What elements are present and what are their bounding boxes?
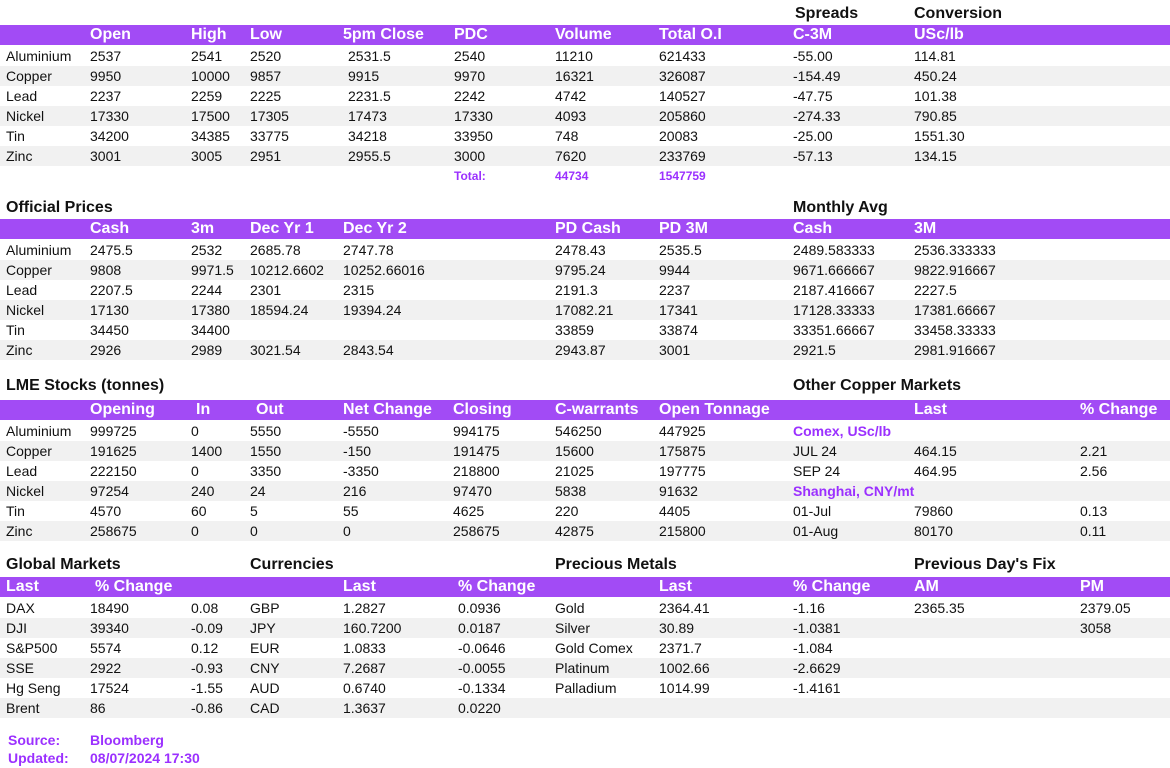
spreads-title: Spreads xyxy=(795,5,859,22)
market-subheading: Shanghai, CNY/mt xyxy=(793,483,915,499)
futures-cell: 3005 xyxy=(191,148,223,164)
official-cell: 2532 xyxy=(191,242,223,258)
stocks-cell: 999725 xyxy=(90,423,137,439)
futures-cell: 2955.5 xyxy=(348,148,391,164)
index-last: 5574 xyxy=(90,640,122,656)
official-cell: 2478.43 xyxy=(555,242,606,258)
futures-cell: -57.13 xyxy=(793,148,833,164)
stocks-cell: 197775 xyxy=(659,463,706,479)
metal-name: Copper xyxy=(6,443,52,459)
futures-cell: 2520 xyxy=(250,48,282,64)
futures-cell: 2531.5 xyxy=(348,48,391,64)
official-col-header: Cash xyxy=(90,220,130,237)
currency-last: 1.0833 xyxy=(343,640,386,656)
currency-change: -0.0055 xyxy=(458,660,506,676)
official-cell: 9671.666667 xyxy=(793,262,875,278)
official-col-header: 3M xyxy=(914,220,937,237)
futures-cell: 2951 xyxy=(250,148,282,164)
stocks-cell: 218800 xyxy=(453,463,500,479)
stocks-col-header: In xyxy=(196,401,211,418)
lme-stocks-title: LME Stocks (tonnes) xyxy=(6,377,165,394)
index-change: 0.12 xyxy=(191,640,219,656)
metal-name: Zinc xyxy=(6,148,33,164)
stocks-cell: 60 xyxy=(191,503,207,519)
stocks-cell: 0 xyxy=(191,463,199,479)
futures-cell: 233769 xyxy=(659,148,706,164)
precious-metal-change: -1.0381 xyxy=(793,620,841,636)
currency-code: EUR xyxy=(250,640,280,656)
updated-value: 08/07/2024 17:30 xyxy=(90,750,200,766)
stocks-cell: 240 xyxy=(191,483,215,499)
official-cell: 33458.33333 xyxy=(914,322,996,338)
official-cell: 33859 xyxy=(555,322,594,338)
futures-cell: 9915 xyxy=(348,68,380,84)
stocks-cell: 4405 xyxy=(659,503,691,519)
stocks-cell: 15600 xyxy=(555,443,594,459)
stocks-cell: 258675 xyxy=(453,523,500,539)
futures-cell: 17330 xyxy=(454,108,493,124)
metal-name: Tin xyxy=(6,322,25,338)
official-prices-title: Official Prices xyxy=(6,199,113,216)
futures-cell: 140527 xyxy=(659,88,706,104)
global-section-title: Global Markets xyxy=(6,556,121,573)
precious-metal-change: -1.16 xyxy=(793,600,825,616)
futures-col-header: 5pm Close xyxy=(343,26,424,43)
official-cell: 9822.916667 xyxy=(914,262,996,278)
fix-pm: 3058 xyxy=(1080,620,1112,636)
global-col-header: Last xyxy=(343,578,376,595)
index-change: -0.09 xyxy=(191,620,223,636)
futures-cell: -274.33 xyxy=(793,108,841,124)
copper-change: 2.21 xyxy=(1080,443,1108,459)
futures-col-header: Open xyxy=(90,26,131,43)
futures-cell: 114.81 xyxy=(914,48,956,64)
stocks-cell: 222150 xyxy=(90,463,137,479)
copper-last: 80170 xyxy=(914,523,953,539)
futures-cell: 101.38 xyxy=(914,88,957,104)
updated-label: Updated: xyxy=(8,750,69,766)
official-cell: 2926 xyxy=(90,342,122,358)
index-name: Brent xyxy=(6,700,40,716)
futures-col-header: Total O.I xyxy=(659,26,722,43)
stocks-cell: 42875 xyxy=(555,523,594,539)
stocks-cell: 55 xyxy=(343,503,359,519)
futures-cell: 1551.30 xyxy=(914,128,965,144)
global-col-header: Last xyxy=(659,578,692,595)
stocks-cell: -5550 xyxy=(343,423,379,439)
precious-metal-last: 30.89 xyxy=(659,620,695,636)
currency-change: 0.0220 xyxy=(458,700,501,716)
currency-last: 0.6740 xyxy=(343,680,386,696)
official-cell: 34400 xyxy=(191,322,230,338)
copper-change: 0.13 xyxy=(1080,503,1108,519)
stocks-cell: 1550 xyxy=(250,443,282,459)
official-cell: 2489.583333 xyxy=(793,242,875,258)
stocks-header xyxy=(0,400,1170,420)
market-subheading: Comex, USc/lb xyxy=(793,423,892,439)
official-cell: 2244 xyxy=(191,282,223,298)
futures-cell: 9857 xyxy=(250,68,282,84)
global-col-header: AM xyxy=(914,578,939,595)
official-cell: 2989 xyxy=(191,342,223,358)
futures-cell: 9950 xyxy=(90,68,122,84)
official-cell: 2191.3 xyxy=(555,282,598,298)
official-cell: 9808 xyxy=(90,262,122,278)
official-cell: 17082.21 xyxy=(555,302,614,318)
official-cell: 3001 xyxy=(659,342,691,358)
official-cell: 18594.24 xyxy=(250,302,309,318)
fix-pm: 2379.05 xyxy=(1080,600,1131,616)
futures-cell: 3000 xyxy=(454,148,486,164)
futures-cell: 450.24 xyxy=(914,68,957,84)
stocks-col-header: Open Tonnage xyxy=(659,401,770,418)
futures-cell: 17500 xyxy=(191,108,230,124)
stocks-cell: 4625 xyxy=(453,503,485,519)
stocks-cell: 216 xyxy=(343,483,367,499)
futures-cell: 2541 xyxy=(191,48,223,64)
index-name: SSE xyxy=(6,660,35,676)
official-cell: 2981.916667 xyxy=(914,342,996,358)
index-change: -1.55 xyxy=(191,680,223,696)
official-cell: 9971.5 xyxy=(191,262,234,278)
index-last: 39340 xyxy=(90,620,129,636)
currency-last: 7.2687 xyxy=(343,660,386,676)
official-cell: 34450 xyxy=(90,322,129,338)
futures-cell: 10000 xyxy=(191,68,230,84)
row-band xyxy=(0,698,1170,718)
metal-name: Copper xyxy=(6,262,52,278)
stocks-cell: 97470 xyxy=(453,483,492,499)
stocks-cell: 994175 xyxy=(453,423,500,439)
currency-code: CNY xyxy=(250,660,280,676)
contract-label: SEP 24 xyxy=(793,463,841,479)
currency-change: 0.0936 xyxy=(458,600,501,616)
futures-cell: -154.49 xyxy=(793,68,841,84)
official-cell: 33351.66667 xyxy=(793,322,875,338)
stocks-cell: 546250 xyxy=(555,423,602,439)
futures-col-header: PDC xyxy=(454,26,488,43)
stocks-cell: 0 xyxy=(191,523,199,539)
stocks-cell: 0 xyxy=(250,523,258,539)
monthly-avg-title: Monthly Avg xyxy=(793,199,888,216)
official-cell: 2237 xyxy=(659,282,691,298)
official-header xyxy=(0,219,1170,239)
official-cell: 2227.5 xyxy=(914,282,957,298)
official-cell: 2921.5 xyxy=(793,342,836,358)
currency-code: CAD xyxy=(250,700,280,716)
total-open-interest: 1547759 xyxy=(659,169,706,183)
official-cell: 17381.66667 xyxy=(914,302,996,318)
conversion-title: Conversion xyxy=(914,5,1003,22)
copper-change: 0.11 xyxy=(1080,523,1107,539)
metal-name: Nickel xyxy=(6,302,45,318)
stocks-cell: -3350 xyxy=(343,463,379,479)
global-col-header: % Change xyxy=(458,578,536,595)
index-last: 86 xyxy=(90,700,106,716)
stocks-cell: 97254 xyxy=(90,483,129,499)
currency-code: AUD xyxy=(250,680,280,696)
stocks-cell: 5 xyxy=(250,503,258,519)
index-name: S&P500 xyxy=(6,640,58,656)
stocks-cell: 24 xyxy=(250,483,266,499)
copper-last: 464.95 xyxy=(914,463,957,479)
official-col-header: PD 3M xyxy=(659,220,708,237)
official-cell: 2301 xyxy=(250,282,282,298)
metal-name: Tin xyxy=(6,503,25,519)
futures-cell: 17305 xyxy=(250,108,289,124)
futures-cell: 34218 xyxy=(348,128,387,144)
stocks-col-header: Out xyxy=(256,401,284,418)
stocks-col-header: C-warrants xyxy=(555,401,639,418)
precious-metal-last: 1014.99 xyxy=(659,680,710,696)
stocks-cell: 91632 xyxy=(659,483,698,499)
official-cell: 17128.33333 xyxy=(793,302,875,318)
stocks-cell: 5838 xyxy=(555,483,587,499)
official-cell: 17130 xyxy=(90,302,129,318)
futures-cell: 33775 xyxy=(250,128,289,144)
global-section-title: Currencies xyxy=(250,556,334,573)
official-cell: 2685.78 xyxy=(250,242,301,258)
official-cell: 3021.54 xyxy=(250,342,301,358)
metal-name: Tin xyxy=(6,128,25,144)
metal-name: Nickel xyxy=(6,483,45,499)
stocks-cell: -150 xyxy=(343,443,372,459)
futures-cell: 11210 xyxy=(555,48,593,64)
global-section-title: Previous Day's Fix xyxy=(914,556,1056,573)
currency-change: 0.0187 xyxy=(458,620,501,636)
metal-name: Nickel xyxy=(6,108,45,124)
currency-change: -0.0646 xyxy=(458,640,506,656)
precious-metal-name: Palladium xyxy=(555,680,617,696)
futures-cell: 34200 xyxy=(90,128,129,144)
futures-cell: -47.75 xyxy=(793,88,833,104)
metal-name: Lead xyxy=(6,88,38,104)
futures-cell: 33950 xyxy=(454,128,493,144)
contract-label: JUL 24 xyxy=(793,443,837,459)
copper-last: 464.15 xyxy=(914,443,957,459)
index-last: 18490 xyxy=(90,600,129,616)
source-label: Source: xyxy=(8,732,61,748)
metal-name: Aluminium xyxy=(6,423,72,439)
metal-name: Zinc xyxy=(6,523,33,539)
currency-last: 1.3637 xyxy=(343,700,386,716)
index-change: 0.08 xyxy=(191,600,219,616)
official-cell: 2475.5 xyxy=(90,242,133,258)
official-col-header: Dec Yr 2 xyxy=(343,220,407,237)
stocks-cell: 3350 xyxy=(250,463,282,479)
futures-cell: -55.00 xyxy=(793,48,833,64)
stocks-cell: 175875 xyxy=(659,443,706,459)
stocks-cell: 0 xyxy=(343,523,351,539)
official-cell: 2207.5 xyxy=(90,282,133,298)
futures-cell: 9970 xyxy=(454,68,486,84)
futures-cell: 621433 xyxy=(659,48,706,64)
futures-cell: 20083 xyxy=(659,128,698,144)
official-cell: 2187.416667 xyxy=(793,282,875,298)
precious-metal-name: Gold xyxy=(555,600,585,616)
index-change: -0.93 xyxy=(191,660,223,676)
precious-metal-last: 2371.7 xyxy=(659,640,702,656)
futures-cell: 34385 xyxy=(191,128,230,144)
official-cell: 9795.24 xyxy=(555,262,606,278)
currency-last: 160.7200 xyxy=(343,620,402,636)
metal-name: Aluminium xyxy=(6,242,72,258)
official-col-header: Cash xyxy=(793,220,833,237)
currency-code: JPY xyxy=(250,620,276,636)
official-cell: 2535.5 xyxy=(659,242,702,258)
futures-cell: 205860 xyxy=(659,108,706,124)
stocks-cell: 447925 xyxy=(659,423,706,439)
futures-cell: 2231.5 xyxy=(348,88,391,104)
futures-cell: 4093 xyxy=(555,108,587,124)
contract-label: 01-Jul xyxy=(793,503,832,519)
official-cell: 2536.333333 xyxy=(914,242,996,258)
stocks-col-header: Closing xyxy=(453,401,512,418)
futures-col-header: Volume xyxy=(555,26,612,43)
metal-name: Aluminium xyxy=(6,48,72,64)
other-copper-markets-title: Other Copper Markets xyxy=(793,377,962,394)
precious-metal-name: Platinum xyxy=(555,660,610,676)
futures-cell: 4742 xyxy=(555,88,587,104)
futures-cell: 2237 xyxy=(90,88,122,104)
stocks-col-header: Net Change xyxy=(343,401,432,418)
futures-cell: 2259 xyxy=(191,88,223,104)
futures-col-header: C-3M xyxy=(793,26,833,43)
official-cell: 9944 xyxy=(659,262,691,278)
precious-metal-name: Silver xyxy=(555,620,591,636)
official-cell: 17380 xyxy=(191,302,230,318)
futures-col-header: USc/lb xyxy=(914,26,964,43)
currency-last: 1.2827 xyxy=(343,600,386,616)
precious-metal-change: -1.084 xyxy=(793,640,833,656)
futures-cell: 790.85 xyxy=(914,108,957,124)
futures-cell: -25.00 xyxy=(793,128,833,144)
official-cell: 2747.78 xyxy=(343,242,394,258)
official-cell: 10212.6602 xyxy=(250,262,324,278)
total-label: Total: xyxy=(454,169,486,183)
stocks-cell: 0 xyxy=(191,423,199,439)
precious-metal-name: Gold Comex xyxy=(555,640,633,656)
official-cell: 17341 xyxy=(659,302,698,318)
official-col-header: Dec Yr 1 xyxy=(250,220,314,237)
official-col-header: PD Cash xyxy=(555,220,621,237)
precious-metal-last: 1002.66 xyxy=(659,660,710,676)
global-col-header: Last xyxy=(6,578,39,595)
futures-header xyxy=(0,25,1170,45)
futures-cell: 2540 xyxy=(454,48,486,64)
metal-name: Lead xyxy=(6,282,38,298)
index-name: DJI xyxy=(6,620,27,636)
futures-cell: 3001 xyxy=(90,148,122,164)
currency-change: -0.1334 xyxy=(458,680,506,696)
global-col-header: % Change xyxy=(95,578,173,595)
global-col-header: PM xyxy=(1080,578,1104,595)
stocks-cell: 21025 xyxy=(555,463,594,479)
index-change: -0.86 xyxy=(191,700,223,716)
stocks-cell: 4570 xyxy=(90,503,122,519)
stocks-cell: 191625 xyxy=(90,443,137,459)
index-last: 2922 xyxy=(90,660,122,676)
futures-cell: 16321 xyxy=(555,68,594,84)
global-section-title: Precious Metals xyxy=(555,556,677,573)
official-cell: 2315 xyxy=(343,282,375,298)
stocks-cell: 5550 xyxy=(250,423,282,439)
currency-code: GBP xyxy=(250,600,280,616)
stocks-cell: 191475 xyxy=(453,443,500,459)
copper-change: 2.56 xyxy=(1080,463,1108,479)
stocks-cell: 220 xyxy=(555,503,579,519)
index-name: DAX xyxy=(6,600,35,616)
stocks-cell: 258675 xyxy=(90,523,137,539)
futures-cell: 7620 xyxy=(555,148,587,164)
metal-name: Copper xyxy=(6,68,52,84)
official-col-header: 3m xyxy=(191,220,215,237)
copper-last: 79860 xyxy=(914,503,953,519)
stocks-cell: 215800 xyxy=(659,523,706,539)
global-header xyxy=(0,577,1170,597)
futures-cell: 17473 xyxy=(348,108,387,124)
stocks-col-header: Opening xyxy=(90,401,155,418)
index-last: 17524 xyxy=(90,680,129,696)
stocks-col-header: % Change xyxy=(1080,401,1158,418)
futures-cell: 748 xyxy=(555,128,579,144)
futures-cell: 17330 xyxy=(90,108,129,124)
stocks-col-header: Last xyxy=(914,401,947,418)
futures-cell: 134.15 xyxy=(914,148,957,164)
official-cell: 10252.66016 xyxy=(343,262,425,278)
futures-cell: 2537 xyxy=(90,48,122,64)
source-value: Bloomberg xyxy=(90,732,164,748)
futures-cell: 2242 xyxy=(454,88,486,104)
metal-name: Lead xyxy=(6,463,38,479)
futures-cell: 2225 xyxy=(250,88,282,104)
official-cell: 19394.24 xyxy=(343,302,402,318)
futures-col-header: Low xyxy=(250,26,282,43)
total-volume: 44734 xyxy=(555,169,589,183)
stocks-cell: 1400 xyxy=(191,443,223,459)
futures-cell: 326087 xyxy=(659,68,706,84)
fix-am: 2365.35 xyxy=(914,600,965,616)
precious-metal-change: -1.4161 xyxy=(793,680,841,696)
futures-col-header: High xyxy=(191,26,227,43)
contract-label: 01-Aug xyxy=(793,523,839,539)
official-cell: 2843.54 xyxy=(343,342,394,358)
precious-metal-last: 2364.41 xyxy=(659,600,710,616)
index-name: Hg Seng xyxy=(6,680,61,696)
metal-name: Zinc xyxy=(6,342,33,358)
global-col-header: % Change xyxy=(793,578,871,595)
official-cell: 33874 xyxy=(659,322,698,338)
precious-metal-change: -2.6629 xyxy=(793,660,841,676)
official-cell: 2943.87 xyxy=(555,342,606,358)
